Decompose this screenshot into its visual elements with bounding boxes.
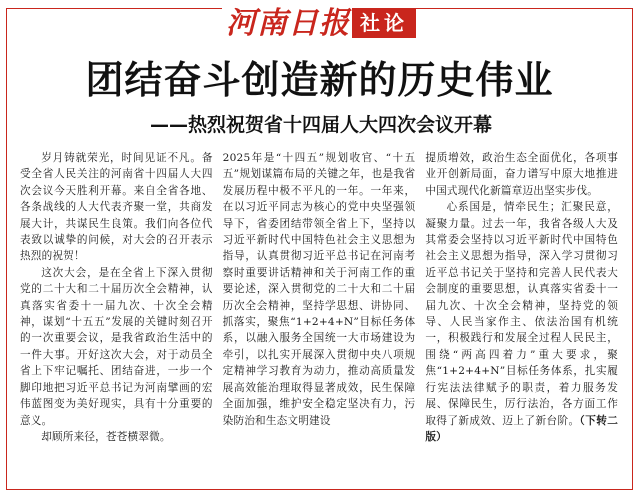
- paragraph-text: 心系国是，情牵民生；汇聚民意，凝聚力量。过去一年，我省各级人大及其常委会坚持以习近平新时代中国特色社会主义思想为指导，深入学习贯彻习近平总书记关于坚持和完善人民代表大会制度的重要思想，认真落实省委十一届九次、十次全会精神，坚持党的领导、人民当家作主、依法治国有机统一，积极践行和发展全过程人民民主，围绕“两高四着力”重大要求，聚焦“1+2+4+N”目标任务体系，扎实履行宪法法律赋予的职责，着力服务发展、保障民生，厉行法治，各方面工作取得了新成效、迈上了新台阶。: [425, 201, 619, 427]
- paragraph: 岁月铸就荣光，时间见证不凡。备受全省人民关注的河南省十四届人大四次会议今天胜利开幕。来自全省各地、各条战线的人大代表齐聚一堂，共商发展大计，共谋民生良策。我们向各位代表致以诚挚的问候，对大会的召开表示热烈的祝贺！: [20, 152, 213, 263]
- paragraph: 提质增效，政治生态全面优化，各项事业开创新局面，奋力谱写中原大地推进中国式现代化新篇章迈出坚实步伐。: [425, 152, 619, 197]
- masthead: [0, 0, 639, 56]
- article-body: [20, 150, 618, 482]
- paragraph: 这次大会，是在全省上下深入贯彻党的二十大和二十届历次全会精神，认真落实省委十一届九次、十次全会精神，谋划“十五五”发展的关键时刻召开的一次重要会议，是我省政治生活中的一件大事。开好这次大会，对于动员全省上下牢记嘱托、团结奋进，一步一个脚印地把习近平总书记为河南擘画的宏伟蓝图变为美好现实，具有十分重要的意义。: [20, 266, 213, 427]
- subheadline: ——热烈祝贺省十四届人大四次会议开幕: [150, 114, 493, 136]
- section-badge: 社论: [352, 8, 416, 38]
- paragraph: 2025年是“十四五”规划收官、“十五五”规划谋篇布局的关键之年，也是我省发展历程中极不平凡的一年。一年来，在以习近平同志为核心的党中央坚强领导下，省委团结带领全省上下，坚持以习近平新时代中国特色社会主义思想为指导，认真贯彻习近平总书记在河南考察时重要讲话精神和关于河南工作的重要论述，深入贯彻党的二十大和二十届历次全会精神，坚持学思想、讲协同、抓落实，聚焦“1+2+4+N”目标任务体系，以融入服务全国统一大市场建设为牵引，以扎实开展深入贯彻中央八项规定精神学习教育为动力，推动高质量发展高效能治理取得显著成效，民生保障全面加强，维护安全稳定坚决有力，污染防治和生态文明建设: [222, 152, 416, 427]
- newspaper-logo: 河南日报: [222, 6, 354, 42]
- paragraph: 却顾所来径，苍苍横翠微。: [41, 430, 171, 443]
- continued-note: （下转二版）: [425, 414, 619, 443]
- column-1: [20, 150, 213, 482]
- headline: 团结奋斗创造新的历史伟业: [85, 58, 554, 102]
- column-3: [425, 150, 618, 482]
- column-2: [223, 150, 416, 482]
- paragraph: [425, 199, 618, 445]
